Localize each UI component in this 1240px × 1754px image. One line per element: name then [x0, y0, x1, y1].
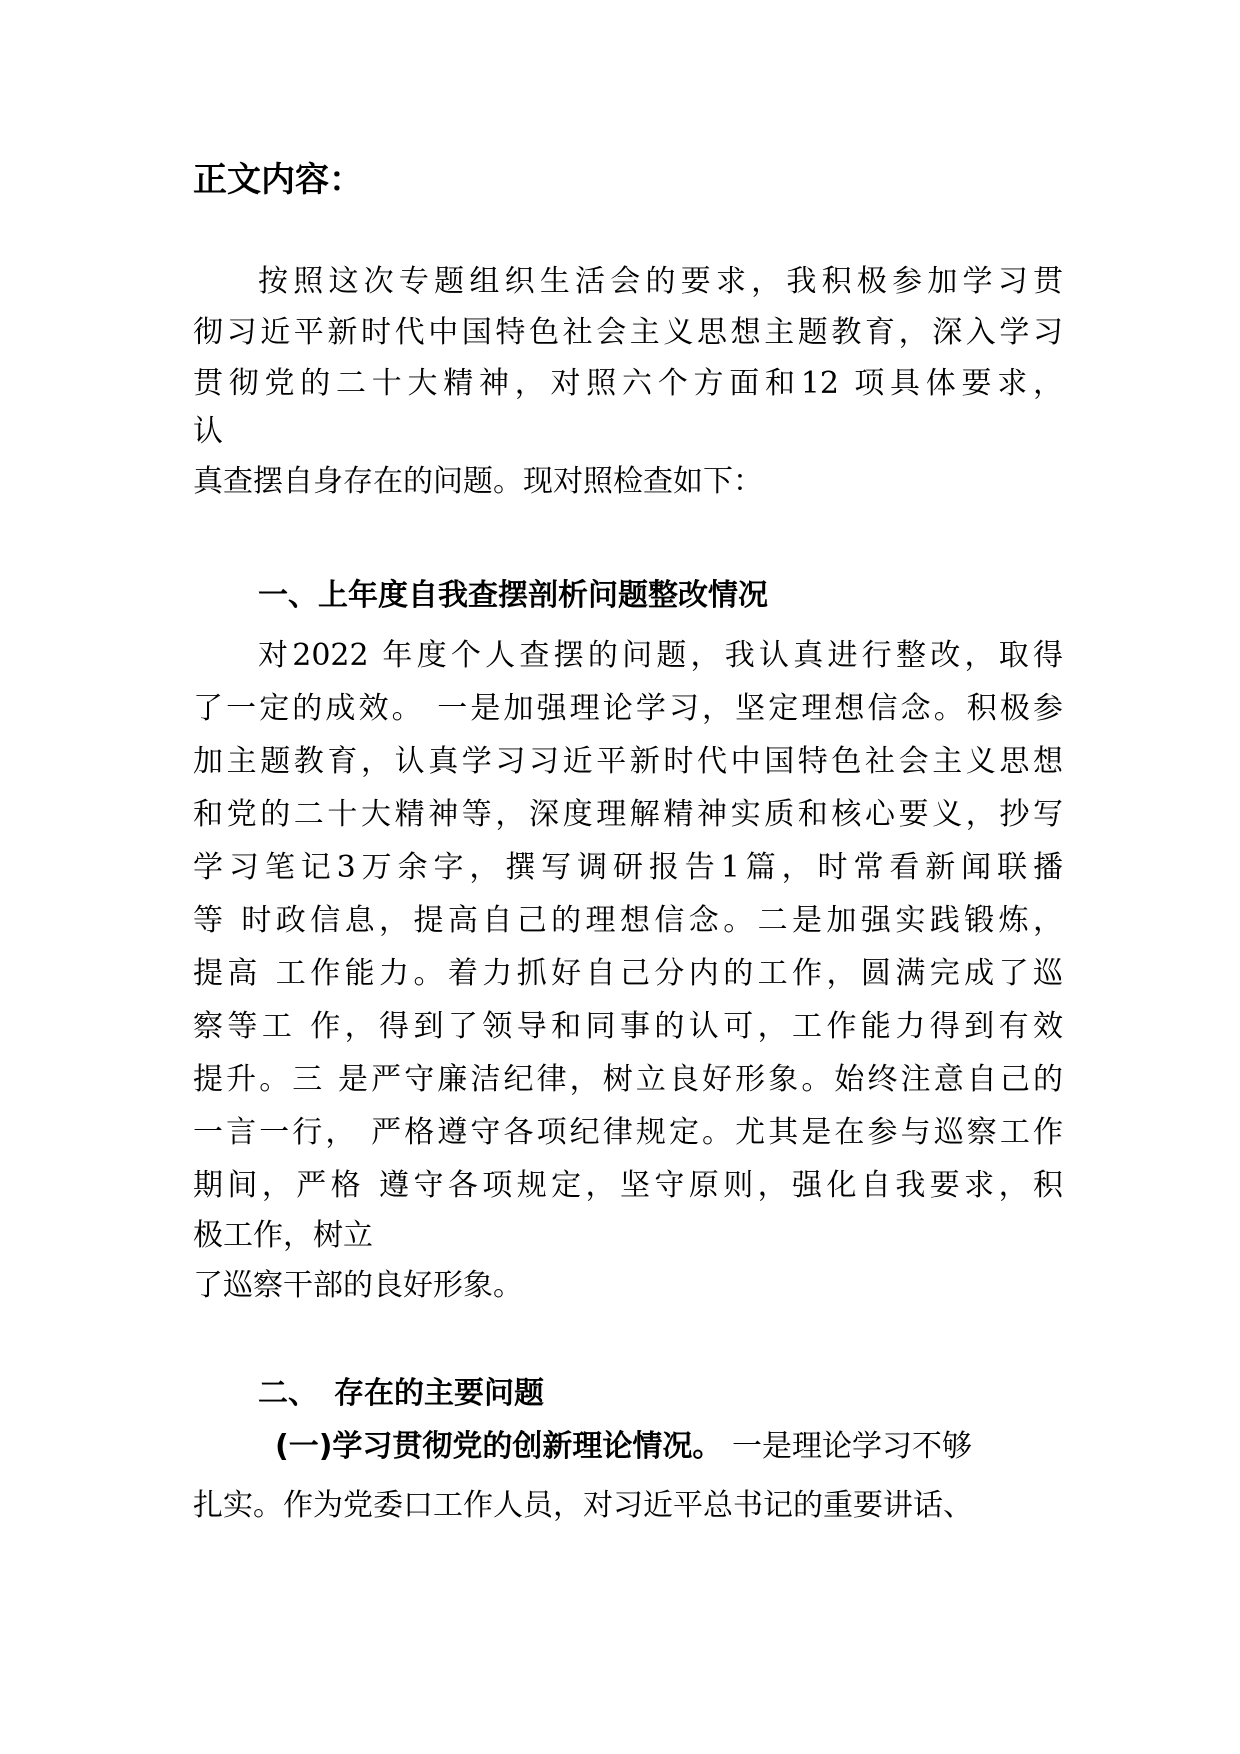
- section-1-line: 提升。三 是严守廉洁纪律，树立良好形象。始终注意自己的: [193, 1062, 1063, 1097]
- section-1-line: 一言一行， 严格遵守各项纪律规定。尤其是在参与巡察工作: [193, 1115, 1063, 1150]
- section-1-line: 等 时政信息，提高自己的理想信念。二是加强实践锻炼，: [193, 903, 1063, 938]
- section-1-line: 对2022 年度个人查摆的问题，我认真进行整改，取得: [258, 638, 1063, 673]
- intro-line-4: 认: [193, 414, 223, 449]
- subsection-text: 一是理论学习不够: [722, 1429, 972, 1464]
- section-1-line: 学习笔记3万余字，撰写调研报告1篇，时常看新闻联播: [193, 850, 1063, 885]
- section-1-line: 了巡察干部的良好形象。: [193, 1268, 523, 1303]
- section-1-heading: 一、上年度自我查摆剖析问题整改情况: [258, 578, 768, 613]
- section-2-number: 二、: [258, 1376, 318, 1411]
- intro-line-5: 真查摆自身存在的问题。现对照检查如下：: [193, 464, 763, 499]
- section-1-line: 加主题教育，认真学习习近平新时代中国特色社会主义思想: [193, 744, 1063, 779]
- intro-line-1: 按照这次专题组织生活会的要求，我积极参加学习贯: [258, 264, 1063, 299]
- section-2-subsection-line: [275, 1427, 972, 1467]
- section-2-heading: 存在的主要问题: [334, 1376, 544, 1411]
- section-2-line: 扎实。作为党委口工作人员，对习近平总书记的重要讲话、: [193, 1488, 973, 1523]
- section-1-line: 极工作，树立: [193, 1218, 373, 1253]
- section-1-line: 察等工 作，得到了领导和同事的认可，工作能力得到有效: [193, 1009, 1063, 1044]
- section-1-line: 和党的二十大精神等，深度理解精神实质和核心要义，抄写: [193, 797, 1063, 832]
- subsection-heading: (一)学习贯彻党的创新理论情况。: [275, 1429, 723, 1464]
- section-1-line: 了一定的成效。 一是加强理论学习，坚定理想信念。积极参: [193, 691, 1063, 726]
- intro-line-3: 贯彻党的二十大精神，对照六个方面和12 项具体要求，: [193, 366, 1063, 401]
- page-title: 正文内容：: [193, 160, 363, 200]
- intro-line-2: 彻习近平新时代中国特色社会主义思想主题教育，深入学习: [193, 315, 1063, 350]
- section-1-line: 提高 工作能力。着力抓好自己分内的工作，圆满完成了巡: [193, 956, 1063, 991]
- section-1-line: 期间，严格 遵守各项规定，坚守原则，强化自我要求，积: [193, 1168, 1063, 1203]
